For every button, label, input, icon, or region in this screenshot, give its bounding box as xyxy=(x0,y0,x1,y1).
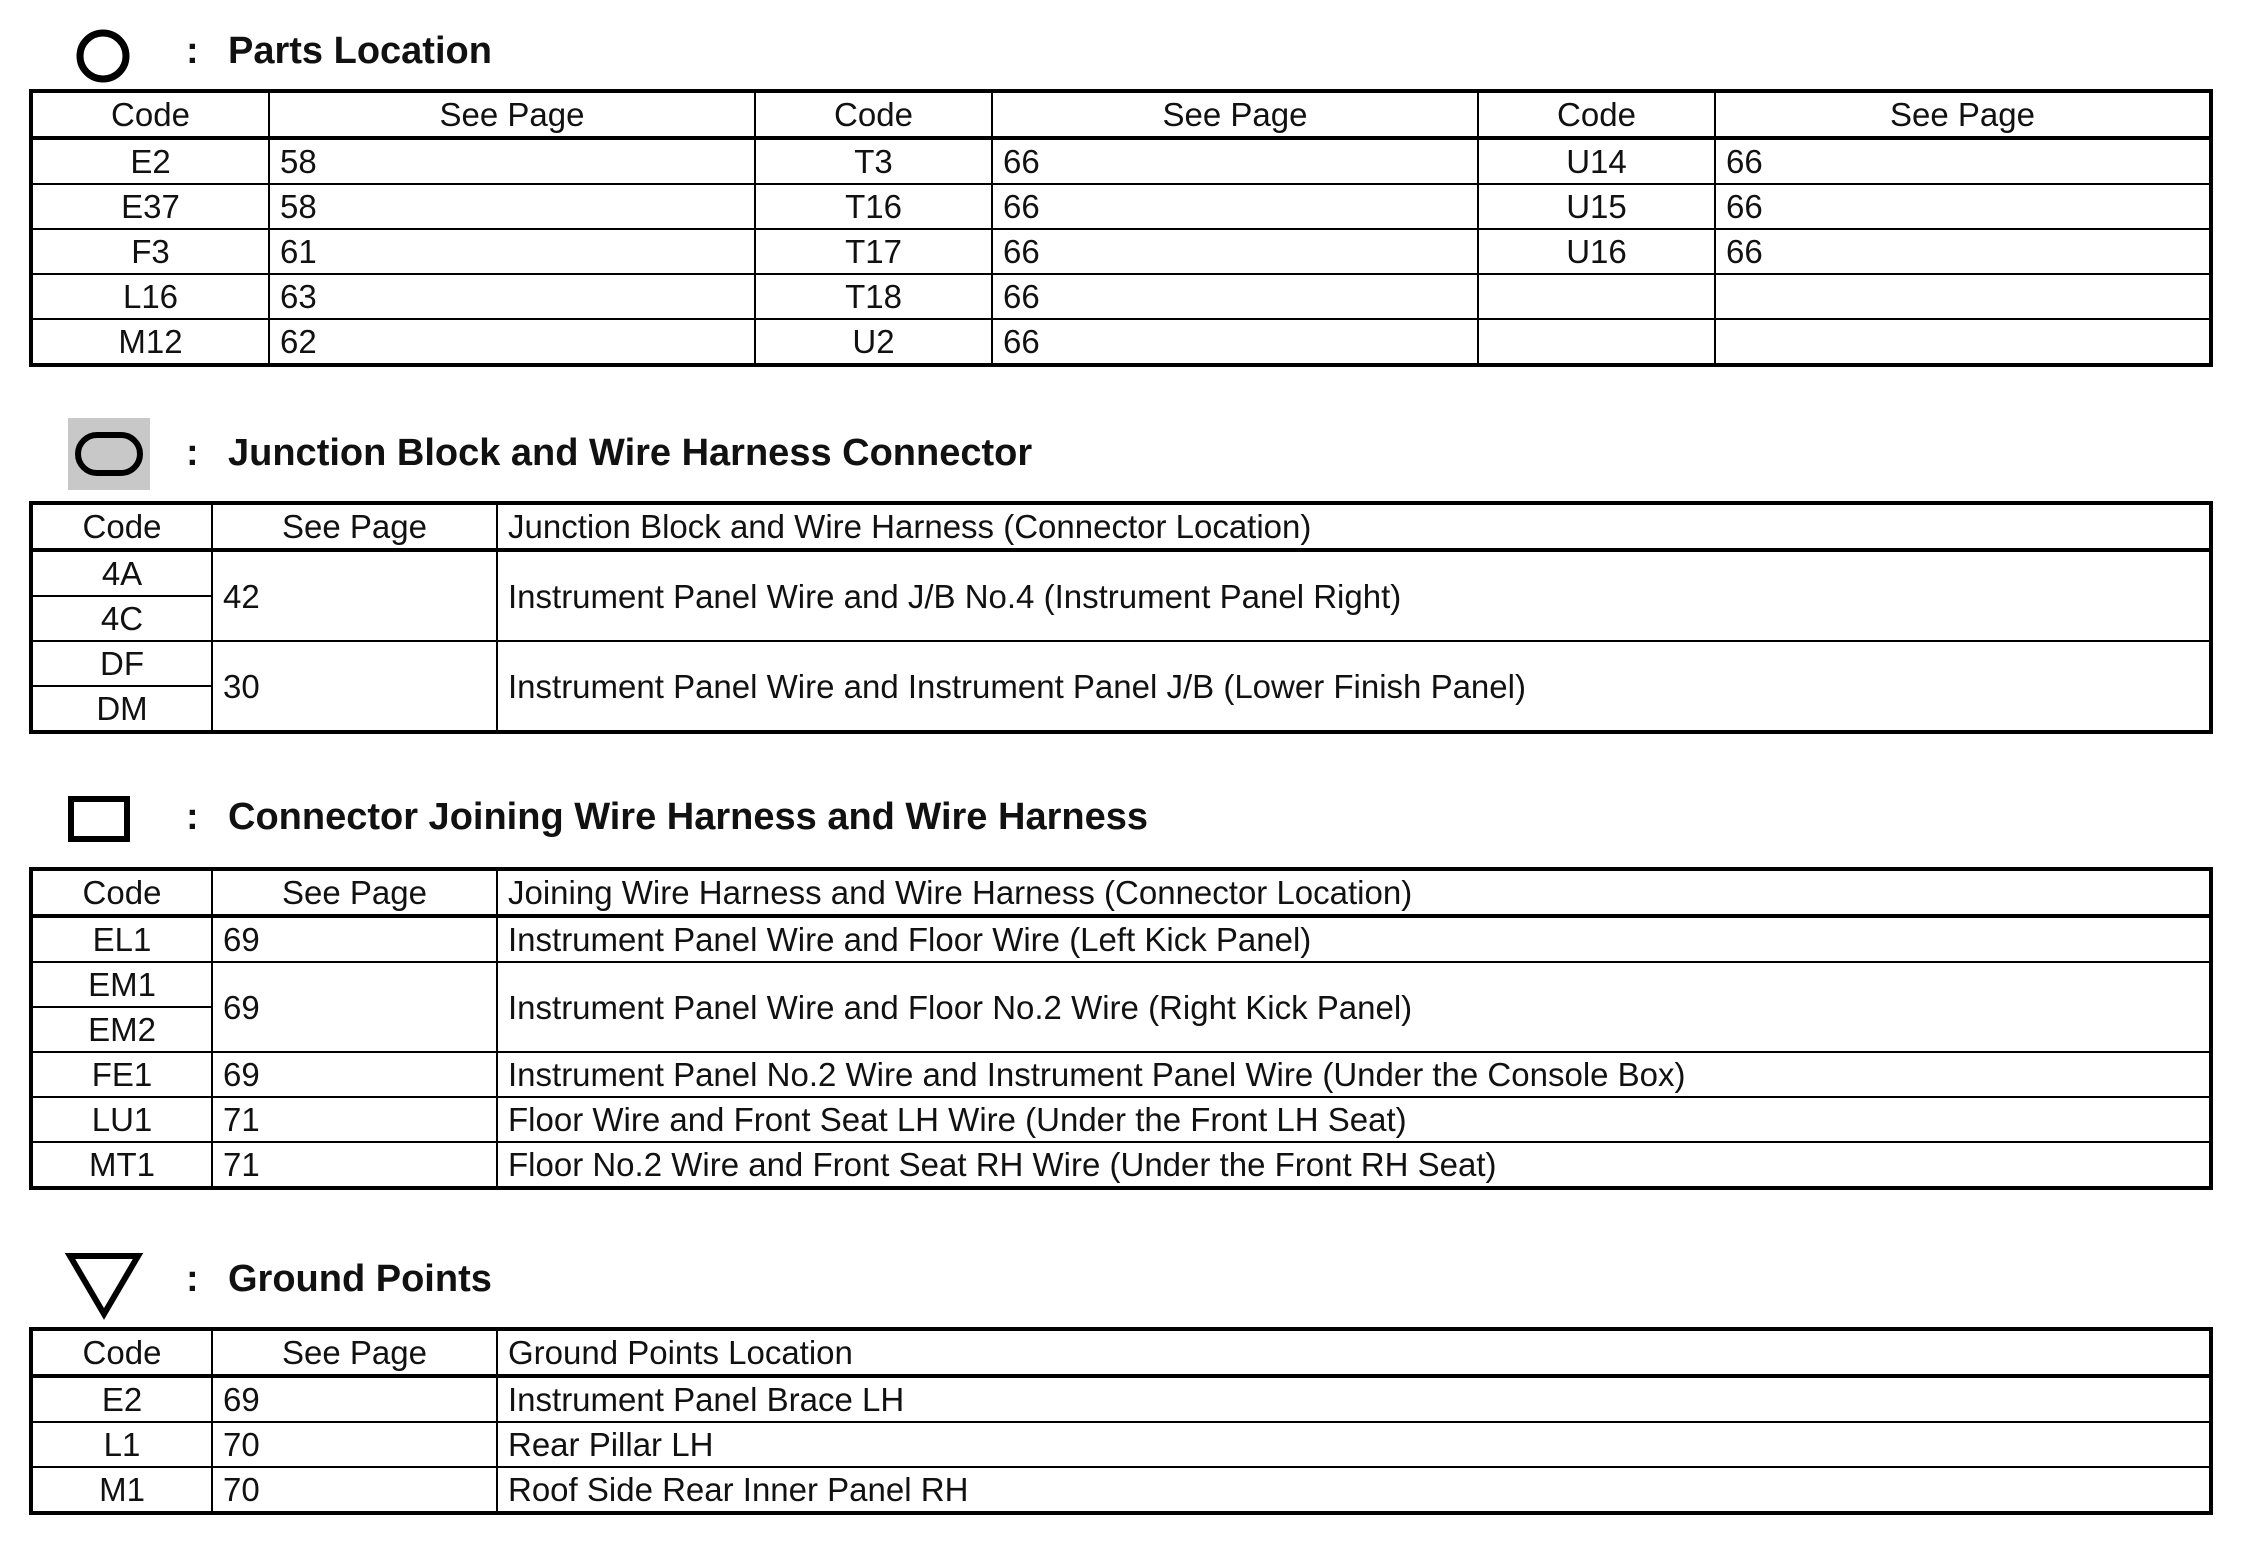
table-row xyxy=(32,1467,2210,1512)
location-cell: Floor Wire and Front Seat LH Wire (Under the Front LH Seat) xyxy=(497,1097,2210,1142)
col-header-see-page: See Page xyxy=(992,92,1478,138)
table-row xyxy=(32,962,2210,1007)
col-header-code: Code xyxy=(1478,92,1715,138)
triangle-down-icon xyxy=(64,1250,144,1320)
location-cell: Floor No.2 Wire and Front Seat RH Wire (Under the Front RH Seat) xyxy=(497,1142,2210,1187)
code-cell: U2 xyxy=(755,319,992,364)
col-header-code: Code xyxy=(32,870,212,916)
page-cell: 66 xyxy=(992,319,1478,364)
code-cell: 4C xyxy=(32,596,212,641)
code-cell: L16 xyxy=(32,274,269,319)
table-row xyxy=(32,550,2210,596)
code-cell: EM1 xyxy=(32,962,212,1007)
page-cell: 58 xyxy=(269,138,755,184)
page-cell: 66 xyxy=(1715,184,2210,229)
table-header-row xyxy=(32,504,2210,550)
connector-joining-table xyxy=(31,869,2211,1188)
parts-location-title: Parts Location xyxy=(228,30,492,72)
col-header-code: Code xyxy=(32,504,212,550)
page-cell: 69 xyxy=(212,1376,497,1422)
code-cell: F3 xyxy=(32,229,269,274)
rectangle-icon xyxy=(68,796,130,844)
location-cell: Instrument Panel Wire and Floor No.2 Wire (Right Kick Panel) xyxy=(497,962,2210,1052)
connector-joining-title: Connector Joining Wire Harness and Wire Harness xyxy=(228,796,1148,838)
page-cell: 63 xyxy=(269,274,755,319)
page-cell: 66 xyxy=(992,184,1478,229)
code-cell: DM xyxy=(32,686,212,731)
col-header-see-page: See Page xyxy=(212,870,497,916)
table-row xyxy=(32,1097,2210,1142)
col-header-code: Code xyxy=(32,1330,212,1376)
code-cell xyxy=(1478,274,1715,319)
code-cell: MT1 xyxy=(32,1142,212,1187)
page-cell xyxy=(1715,274,2210,319)
table-row xyxy=(32,319,2210,364)
ground-points-table xyxy=(31,1329,2211,1513)
page-cell: 62 xyxy=(269,319,755,364)
col-header-see-page: See Page xyxy=(212,504,497,550)
table-row xyxy=(32,641,2210,686)
code-cell: T16 xyxy=(755,184,992,229)
location-cell: Instrument Panel Wire and Instrument Panel J/B (Lower Finish Panel) xyxy=(497,641,2210,731)
page-cell: 70 xyxy=(212,1467,497,1512)
code-cell: T17 xyxy=(755,229,992,274)
code-cell: U16 xyxy=(1478,229,1715,274)
page-cell: 69 xyxy=(212,916,497,962)
page-cell: 69 xyxy=(212,1052,497,1097)
page-cell: 66 xyxy=(992,138,1478,184)
table-row xyxy=(32,1422,2210,1467)
page-cell: 66 xyxy=(1715,138,2210,184)
code-cell: DF xyxy=(32,641,212,686)
col-header-see-page: See Page xyxy=(212,1330,497,1376)
rounded-rectangle-icon xyxy=(68,418,150,490)
junction-block-colon: : xyxy=(186,432,199,474)
page-cell xyxy=(1715,319,2210,364)
code-cell: E2 xyxy=(32,1376,212,1422)
ground-points-colon: : xyxy=(186,1258,199,1300)
code-cell: E37 xyxy=(32,184,269,229)
table-row xyxy=(32,184,2210,229)
code-cell: T3 xyxy=(755,138,992,184)
code-cell: T18 xyxy=(755,274,992,319)
page-cell: 71 xyxy=(212,1097,497,1142)
junction-block-title: Junction Block and Wire Harness Connector xyxy=(228,432,1033,474)
code-cell: FE1 xyxy=(32,1052,212,1097)
page-cell: 58 xyxy=(269,184,755,229)
col-header-see-page: See Page xyxy=(1715,92,2210,138)
table-row xyxy=(32,138,2210,184)
table-row xyxy=(32,274,2210,319)
location-cell: Instrument Panel No.2 Wire and Instrument Panel Wire (Under the Console Box) xyxy=(497,1052,2210,1097)
location-cell: Rear Pillar LH xyxy=(497,1422,2210,1467)
col-header-location: Ground Points Location xyxy=(497,1330,2210,1376)
code-cell: LU1 xyxy=(32,1097,212,1142)
table-header-row xyxy=(32,92,2210,138)
page-cell: 61 xyxy=(269,229,755,274)
page-cell: 66 xyxy=(992,229,1478,274)
page-cell: 30 xyxy=(212,641,497,731)
code-cell: EM2 xyxy=(32,1007,212,1052)
code-cell: U14 xyxy=(1478,138,1715,184)
code-cell: E2 xyxy=(32,138,269,184)
col-header-location: Junction Block and Wire Harness (Connector Location) xyxy=(497,504,2210,550)
location-cell: Instrument Panel Brace LH xyxy=(497,1376,2210,1422)
col-header-location: Joining Wire Harness and Wire Harness (Connector Location) xyxy=(497,870,2210,916)
table-header-row xyxy=(32,870,2210,916)
connector-joining-colon: : xyxy=(186,796,199,838)
circle-icon xyxy=(74,27,132,85)
parts-location-table xyxy=(31,91,2211,365)
code-cell xyxy=(1478,319,1715,364)
ground-points-title: Ground Points xyxy=(228,1258,492,1300)
code-cell: M1 xyxy=(32,1467,212,1512)
code-cell: L1 xyxy=(32,1422,212,1467)
location-cell: Instrument Panel Wire and J/B No.4 (Instrument Panel Right) xyxy=(497,550,2210,641)
page-cell: 66 xyxy=(1715,229,2210,274)
code-cell: 4A xyxy=(32,550,212,596)
page-cell: 66 xyxy=(992,274,1478,319)
col-header-see-page: See Page xyxy=(269,92,755,138)
table-header-row xyxy=(32,1330,2210,1376)
page-cell: 70 xyxy=(212,1422,497,1467)
code-cell: M12 xyxy=(32,319,269,364)
table-row xyxy=(32,1376,2210,1422)
location-cell: Roof Side Rear Inner Panel RH xyxy=(497,1467,2210,1512)
page-cell: 71 xyxy=(212,1142,497,1187)
parts-location-colon: : xyxy=(186,30,199,72)
table-row xyxy=(32,1052,2210,1097)
junction-block-table xyxy=(31,503,2211,732)
table-row xyxy=(32,916,2210,962)
code-cell: U15 xyxy=(1478,184,1715,229)
page-cell: 42 xyxy=(212,550,497,641)
location-cell: Instrument Panel Wire and Floor Wire (Left Kick Panel) xyxy=(497,916,2210,962)
table-row xyxy=(32,229,2210,274)
page-cell: 69 xyxy=(212,962,497,1052)
col-header-code: Code xyxy=(32,92,269,138)
code-cell: EL1 xyxy=(32,916,212,962)
table-row xyxy=(32,1142,2210,1187)
col-header-code: Code xyxy=(755,92,992,138)
